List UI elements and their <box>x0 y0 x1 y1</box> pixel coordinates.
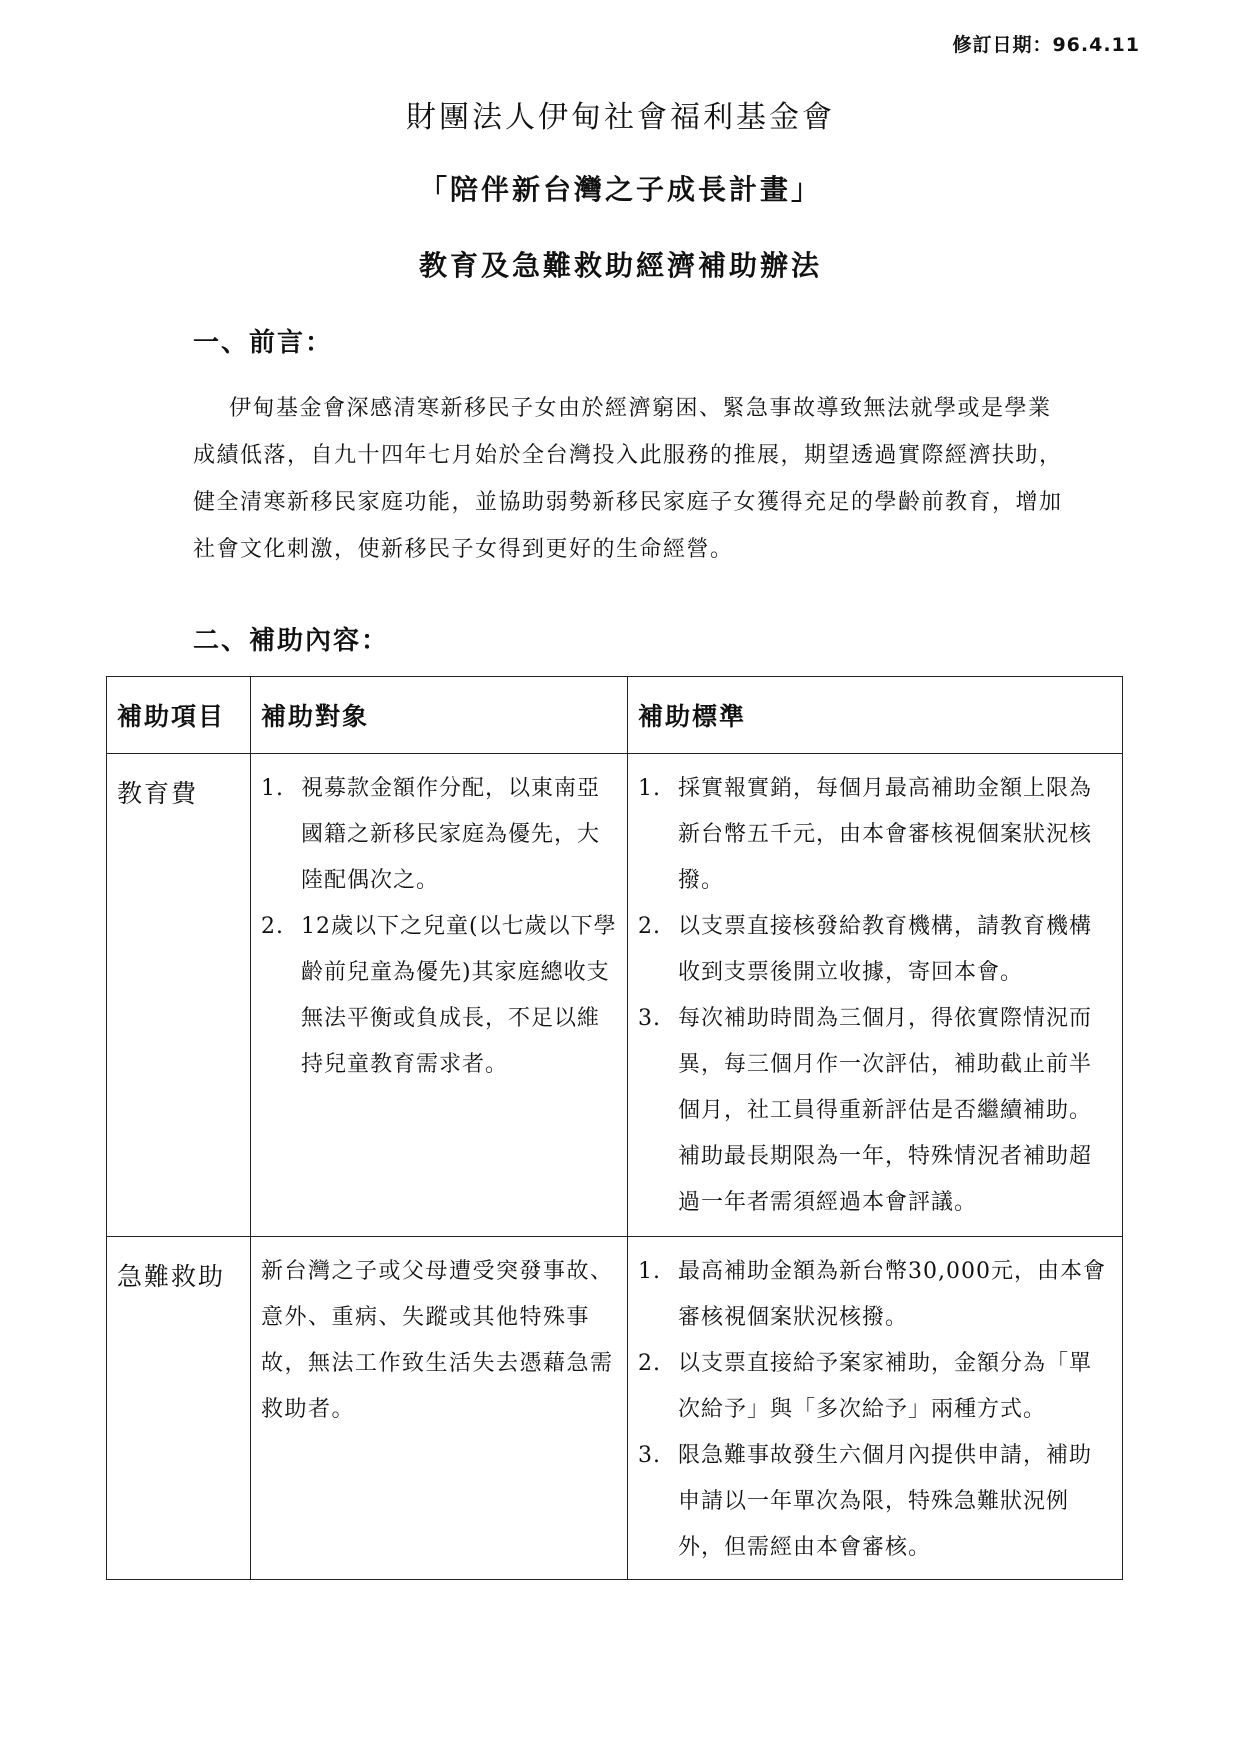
list-item: 1. 最高補助金額為新台幣30,000元，由本會審核視個案狀況核撥。 <box>638 1259 1106 1330</box>
standards-cell <box>628 1237 1123 1580</box>
standards-cell <box>628 754 1123 1237</box>
table-row <box>107 1237 1123 1580</box>
category-cell: 急難救助 <box>107 1237 251 1580</box>
list-item: 3. 每次補助時間為三個月，得依實際情況而異，每三個月作一次評估，補助截止前半個月，社工員得重新評估是否繼續補助。補助最長期限為一年，特殊情況者補助超過一年者需須經過本會評議。 <box>638 1006 1093 1215</box>
category-cell: 教育費 <box>107 754 251 1237</box>
targets-cell <box>251 754 628 1237</box>
table-header-row <box>107 677 1123 754</box>
header-item: 補助項目 <box>107 677 251 754</box>
header-target: 補助對象 <box>251 677 628 754</box>
content-heading: 二、補助內容： <box>193 626 390 656</box>
list-item: 2. 12歲以下之兒童(以七歲以下學齡前兒童為優先)其家庭總收支無法平衡或負成長，不足以維持兒童教育需求者。 <box>261 914 617 1077</box>
list-item: 2. 以支票直接核發給教育機構，請教育機構收到支票後開立收據，寄回本會。 <box>638 914 1093 985</box>
list-item: 1. 視募款金額作分配，以東南亞國籍之新移民家庭為優先，大陸配偶次之。 <box>261 776 601 893</box>
intro-heading: 一、前言： <box>193 328 334 358</box>
targets-cell <box>251 1237 628 1580</box>
org-title: 財團法人伊甸社會福利基金會 <box>406 100 835 135</box>
program-title: 「陪伴新台灣之子成長計畫」 <box>418 173 822 206</box>
target-text: 新台灣之子或父母遭受突發事故、意外、重病、失蹤或其他特殊事故，無法工作致生活失去憑藉急需救助者。 <box>261 1259 614 1422</box>
intro-paragraph: 伊甸基金會深感清寒新移民子女由於經濟窮困、緊急事故導致無法就學或是學業成績低落，自九十四年七月始於全台灣投入此服務的推展，期望透過實際經濟扶助，健全清寒新移民家庭功能，並協助弱勢新移民家庭子女獲得充足的學齡前教育，增加社會文化刺激，使新移民子女得到更好的生命經營。 <box>193 396 1063 562</box>
revision-date: 修訂日期：96.4.11 <box>952 34 1140 56</box>
table-row <box>107 754 1123 1237</box>
list-item: 1. 採實報實銷，每個月最高補助金額上限為新台幣五千元，由本會審核視個案狀況核撥。 <box>638 776 1093 893</box>
subsidy-table <box>106 676 1123 1580</box>
rules-title: 教育及急難救助經濟補助辦法 <box>418 249 822 282</box>
list-item: 2. 以支票直接給予案家補助，金額分為「單次給予」與「多次給予」兩種方式。 <box>638 1351 1093 1422</box>
header-standard: 補助標準 <box>628 677 1123 754</box>
list-item: 3. 限急難事故發生六個月內提供申請，補助申請以一年單次為限，特殊急難狀況例外，但需經由本會審核。 <box>638 1443 1093 1560</box>
